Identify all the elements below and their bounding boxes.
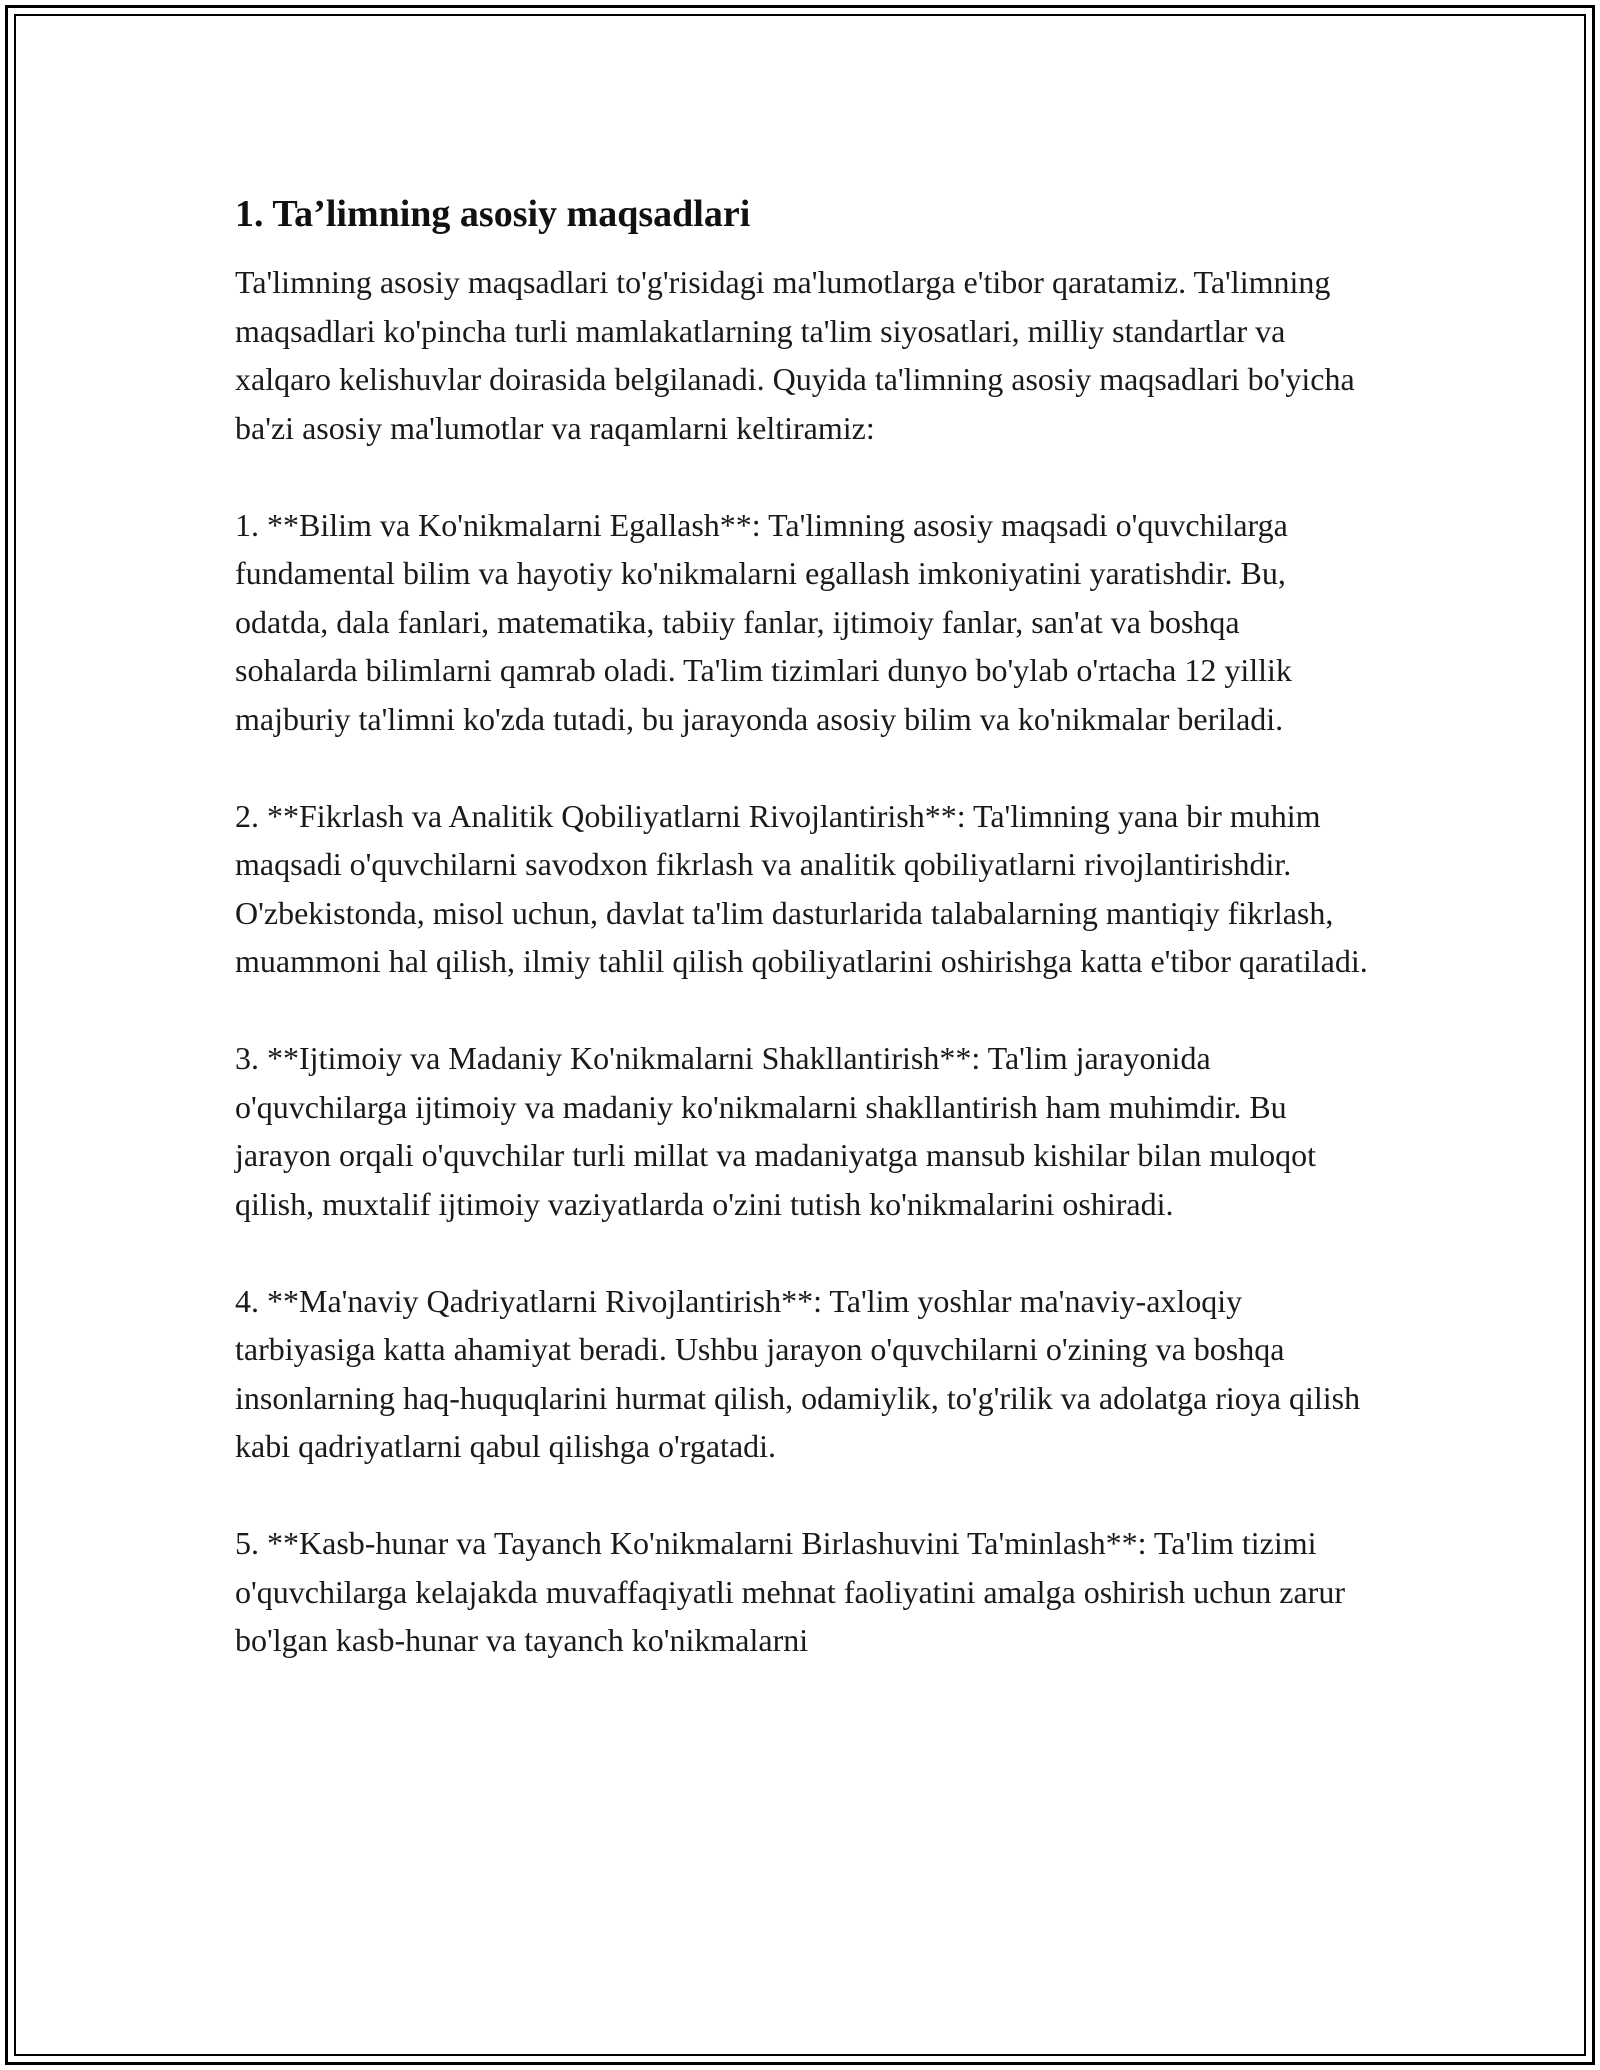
document-title: 1. Ta’limning asosiy maqsadlari: [235, 193, 751, 235]
intro-paragraph: Ta'limning asosiy maqsadlari to'g'risidagi ma'lumotlarga e'tibor qaratamiz. Ta'limning maqsadlari ko'pincha turli mamlakatlarning ta'lim siyosatlari, milliy standartlar va xalqaro kelishuvlar doirasida belgilanadi. Quyida ta'limning asosiy maqsadlari bo'yicha ba'zi asosiy ma'lumotlar va raqamlarni keltiramiz:: [235, 264, 1355, 446]
document-body: [235, 190, 1370, 1665]
paragraph-item-4: 4. **Ma'naviy Qadriyatlarni Rivojlantirish**: Ta'lim yoshlar ma'naviy-axloqiy tarbiyasiga katta ahamiyat beradi. Ushbu jarayon o'quvchilarni o'zining va boshqa insonlarning haq-huquqlarini hurmat qilish, odamiylik, to'g'rilik va adolatga rioya qilish kabi qadriyatlarni qabul qilishga o'rgatadi.: [235, 1282, 1361, 1464]
paragraph-item-1: 1. **Bilim va Ko'nikmalarni Egallash**: Ta'limning asosiy maqsadi o'quvchilarga fundamental bilim va hayotiy ko'nikmalarni egallash imkoniyatini yaratishdir. Bu, odatda, dala fanlari, matematika, tabiiy fanlar, ijtimoiy fanlar, san'at va boshqa sohalarda bilimlarni qamrab oladi. Ta'lim tizimlari dunyo bo'ylab o'rtacha 12 yillik majburiy ta'limni ko'zda tutadi, bu jarayonda asosiy bilim va ko'nikmalar beriladi.: [235, 506, 1292, 737]
paragraph-item-5: 5. **Kasb-hunar va Tayanch Ko'nikmalarni Birlashuvini Ta'minlash**: Ta'lim tizimi o'quvchilarga kelajakda muvaffaqiyatli mehnat faoliyatini amalga oshirish uchun zarur bo'lgan kasb-hunar va tayanch ko'nikmalarni: [235, 1525, 1345, 1658]
paragraph-item-3: 3. **Ijtimoiy va Madaniy Ko'nikmalarni Shakllantirish**: Ta'lim jarayonida o'quvchilarga ijtimoiy va madaniy ko'nikmalarni shakllantirish ham muhimdir. Bu jarayon orqali o'quvchilar turli millat va madaniyatga mansub kishilar bilan muloqot qilish, muxtalif ijtimoiy vaziyatlarda o'zini tutish ko'nikmalarini oshiradi.: [235, 1040, 1317, 1222]
paragraph-item-2: 2. **Fikrlash va Analitik Qobiliyatlarni Rivojlantirish**: Ta'limning yana bir muhim maqsadi o'quvchilarni savodxon fikrlash va analitik qobiliyatlarni rivojlantirishdir. O'zbekistonda, misol uchun, davlat ta'lim dasturlarida talabalarning mantiqiy fikrlash, muammoni hal qilish, ilmiy tahlil qilish qobiliyatlarini oshirishga katta e'tibor qaratiladi.: [235, 797, 1368, 979]
